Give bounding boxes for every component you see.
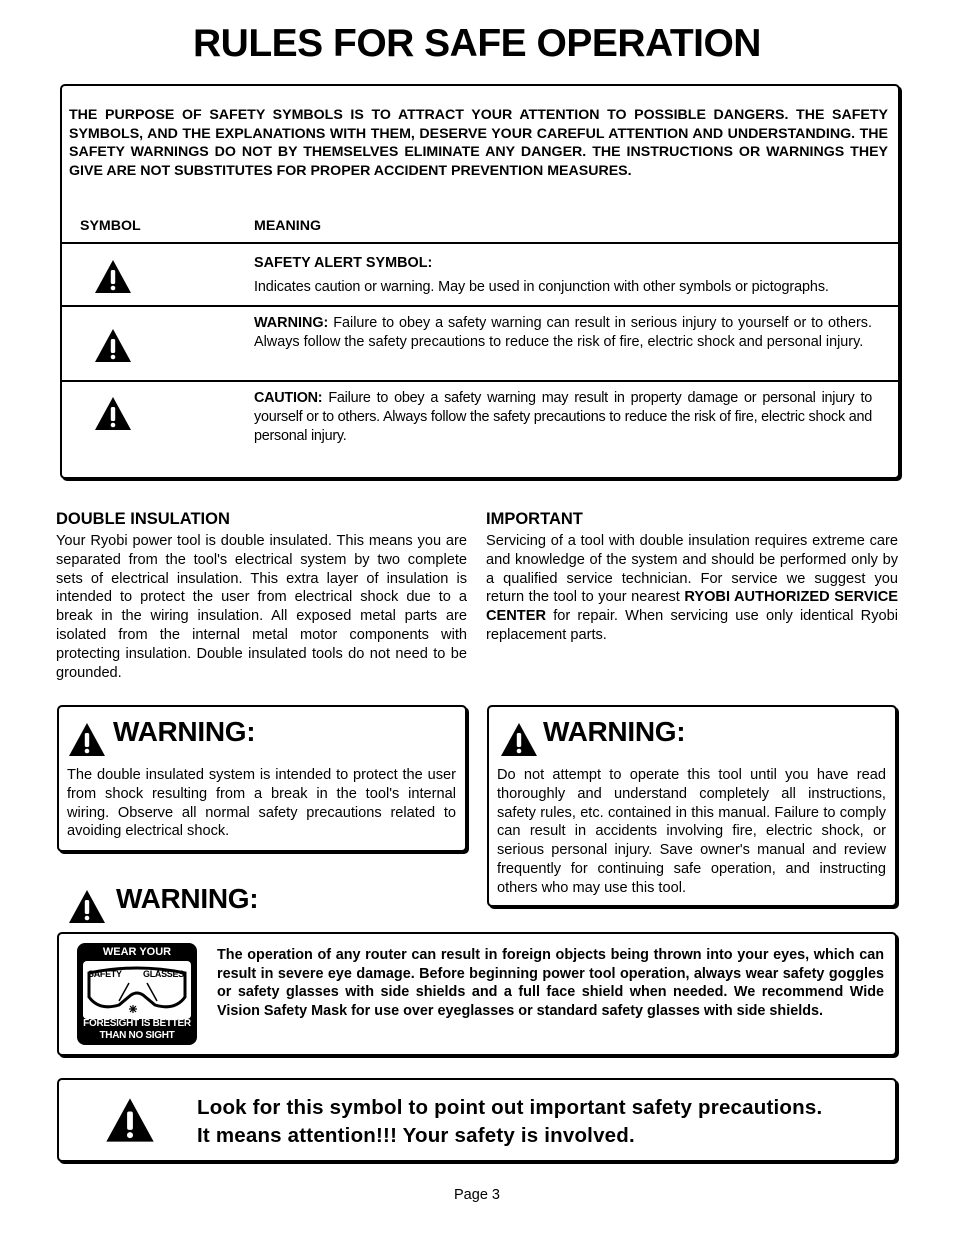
eye-warning-text: The operation of any router can result in foreign objects being thrown into your eyes, which can result in severe eye damage. Before beginning power tool operation, always wear safety goggles or safety glasses with side shields and a full face shield when needed. We recommend Wide Vision Safety Mask for use over eyeglasses or standard safety glasses with side shields. <box>217 947 884 1019</box>
table-row <box>254 314 872 352</box>
row-term: SAFETY ALERT SYMBOL: <box>254 255 433 271</box>
important-text-part: Servicing of a tool with double insulation requires extreme care and knowledge of the system and should be performed only by a qualified service technician. For service we suggest you return the tool to your nearest <box>486 533 898 606</box>
row-text: Indicates caution or warning. May be used in conjunction with other symbols or pictographs. <box>254 279 829 295</box>
intro-text: THE PURPOSE OF SAFETY SYMBOLS IS TO ATTRACT YOUR ATTENTION TO POSSIBLE DANGERS. THE SAFETY SYMBOLS, AND THE EXPLANATIONS WITH THEM, DESERVE YOUR CAREFUL ATTENTION AND UNDERSTANDING. THE SAFETY WARNINGS DO NOT BY THEMSELVES ELIMINATE ANY DANGER. THE INSTRUCTIONS OR WARNINGS THEY GIVE ARE NOT SUBSTITUTES FOR PROPER ACCIDENT PREVENTION MEASURES. <box>69 107 888 180</box>
table-row <box>254 254 872 297</box>
page-number: Page 3 <box>454 1187 500 1203</box>
table-divider <box>61 380 898 382</box>
symbol-header: SYMBOL <box>80 218 141 234</box>
badge-left-text: SAFETY <box>88 969 122 979</box>
double-insulation-text: Your Ryobi power tool is double insulated. This means you are separated from the tool's electrical system by two complete sets of electrical insulation. This extra layer of insulation is intended to protect the user from electrical shock due to a break in the wiring insulation. All exposed metal parts are isolated from the internal metal motor components with protecting insulation. Double insulated tools do not need to be grounded. <box>56 533 467 681</box>
badge-top-text: WEAR YOUR <box>102 946 172 958</box>
warning-triangle-icon <box>500 722 538 757</box>
table-divider <box>61 305 898 307</box>
meaning-header: MEANING <box>254 218 321 234</box>
badge-bottom-line: THAN NO SIGHT <box>99 1029 175 1041</box>
important-text-part: for repair. When servicing use only identical Ryobi replacement parts. <box>486 608 898 643</box>
double-insulation-title: DOUBLE INSULATION <box>56 510 230 528</box>
table-divider <box>61 242 898 244</box>
row-text: Failure to obey a safety warning can result in serious injury to yourself or to others. Always follow the safety precautions to reduce the risk of fire, electric shock and personal injury. <box>254 315 872 350</box>
row-term: WARNING: <box>254 315 329 331</box>
row-term: CAUTION: <box>254 390 323 406</box>
important-title: IMPORTANT <box>486 510 583 528</box>
warning-triangle-icon <box>68 889 106 924</box>
warning-heading: WARNING: <box>113 716 256 747</box>
warning-triangle-icon <box>94 328 132 363</box>
warning-heading: WARNING: <box>116 883 259 914</box>
safety-glasses-badge <box>77 943 197 1045</box>
badge-right-text: GLASSES <box>143 969 184 979</box>
important-text <box>486 532 898 645</box>
service-center-name: RYOBI AUTHORIZED SERVICE CENTER <box>486 589 898 625</box>
warning-triangle-icon <box>94 259 132 294</box>
badge-bottom-text <box>77 1018 197 1041</box>
table-row <box>254 389 872 446</box>
page-title: RULES FOR SAFE OPERATION <box>193 22 761 65</box>
warning-triangle-icon <box>68 722 106 757</box>
badge-bottom-line: FORESIGHT IS BETTER <box>83 1018 191 1029</box>
warning-heading: WARNING: <box>543 716 686 747</box>
warning-text: The double insulated system is intended to protect the user from shock resulting from a break in the tool's internal wiring. Observe all normal safety precautions related to avoiding electrical shock. <box>67 767 456 840</box>
attention-text <box>197 1094 887 1150</box>
warning-triangle-icon <box>104 1097 156 1143</box>
warning-text: Do not attempt to operate this tool until you have read thoroughly and understand completely all instructions, safety rules, etc. contained in this manual. Failure to comply can result in accidents involving fire, electric shock, or serious personal injury. Save owner's manual and review frequently for continuing safe operation, and instructing others who may use this tool. <box>497 767 886 896</box>
attention-line: It means attention!!! Your safety is involved. <box>197 1124 635 1147</box>
warning-triangle-icon <box>94 396 132 431</box>
row-text: Failure to obey a safety warning may result in property damage or personal injury to yourself or to others. Always follow the safety precautions to reduce the risk of fire, electric shock and personal injury. <box>254 390 872 444</box>
attention-line: Look for this symbol to point out important safety precautions. <box>197 1096 823 1119</box>
